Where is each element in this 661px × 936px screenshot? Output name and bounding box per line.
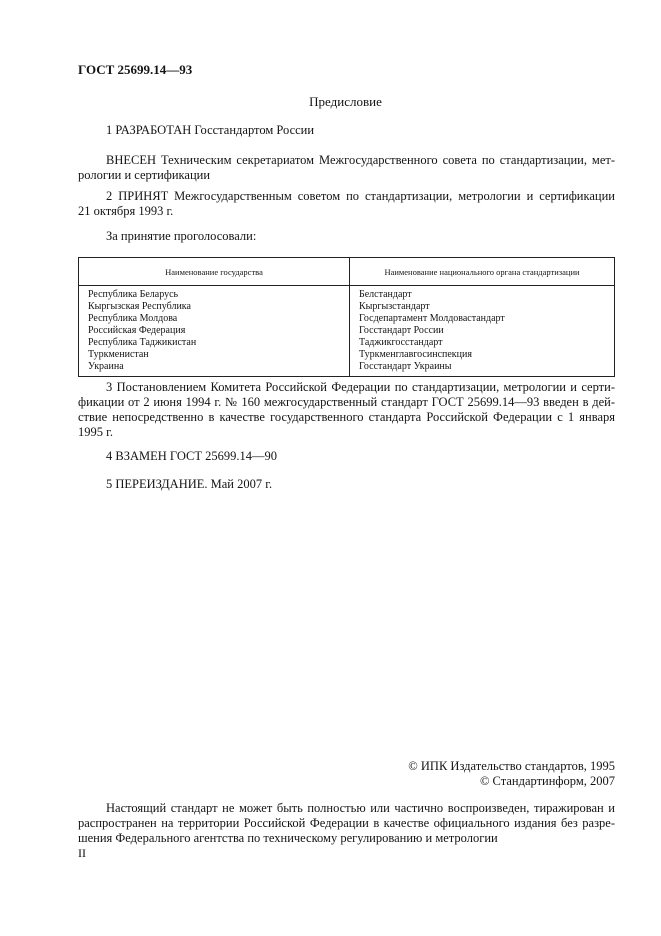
introduced-line-2: рологии и сертификации: [78, 168, 211, 182]
voted-label: За принятие проголосовали:: [106, 229, 257, 243]
copyright-line-1: © ИПК Издательство стандартов, 1995: [408, 759, 615, 773]
page-number: II: [78, 846, 86, 860]
introduced-paragraph: [78, 153, 615, 183]
table-cell-body: Белстандарт: [359, 289, 412, 300]
table-cell-body: Кыргызстандарт: [359, 301, 430, 312]
item-4-replaces: 4 ВЗАМЕН ГОСТ 25699.14—90: [106, 449, 277, 463]
header-standards-body: Наименование национального органа стандартизации: [350, 258, 615, 286]
bodies-column: [350, 286, 615, 377]
item-3-line-3: ствие непосредственно в качестве государственного стандарта Российской Федерации с 1 января: [78, 410, 615, 424]
item-3-line-4: 1995 г.: [78, 425, 113, 439]
table-cell-state: Республика Молдова: [88, 313, 178, 324]
copyright-block: [408, 759, 615, 789]
notice-line-2: распространен на территории Российской Федерации в качестве официального издания без разре-: [78, 816, 615, 830]
table-header-row: [79, 258, 615, 286]
states-column: [79, 286, 350, 377]
table-cell-state: Украина: [88, 361, 124, 372]
introduced-line-1: ВНЕСЕН Техническим секретариатом Межгосударственного совета по стандартизации, мет-: [106, 153, 615, 167]
notice-line-1: Настоящий стандарт не может быть полностью или частично воспроизведен, тиражирован и: [106, 801, 615, 815]
item-3-line-2: фикации от 2 июня 1994 г. № 160 межгосударственный стандарт ГОСТ 25699.14—93 введен в дей-: [78, 395, 615, 409]
table-cell-state: Республика Беларусь: [88, 289, 179, 300]
header-state-name: Наименование государства: [79, 258, 350, 286]
preface-title: Предисловие: [309, 94, 382, 109]
item-5-reissue: 5 ПЕРЕИЗДАНИЕ. Май 2007 г.: [106, 477, 273, 491]
table-cell-body: Туркменглавгосинспекция: [359, 349, 472, 360]
table-cell-state: Туркменистан: [88, 349, 149, 360]
table-cell-body: Госдепартамент Молдовастандарт: [359, 313, 505, 324]
table-cell-state: Республика Таджикистан: [88, 337, 197, 348]
notice-line-3: шения Федерального агентства по техническому регулированию и метрологии: [78, 831, 498, 845]
doc-code: ГОСТ 25699.14—93: [78, 62, 193, 77]
table-cell-state: Российская Федерация: [88, 325, 186, 336]
item-3-line-1: 3 Постановлением Комитета Российской Федерации по стандартизации, метрологии и серти-: [106, 380, 615, 394]
table-body-row: [79, 286, 615, 377]
item-3-decree: [78, 380, 615, 440]
copyright-line-2: © Стандартинформ, 2007: [479, 774, 615, 788]
table-cell-state: Кыргызская Республика: [88, 301, 191, 312]
item-1-developed: 1 РАЗРАБОТАН Госстандартом России: [106, 123, 315, 137]
table-cell-body: Госстандарт Украины: [359, 361, 452, 372]
item-2-line-1: 2 ПРИНЯТ Межгосударственным советом по стандартизации, метрологии и сертификации: [106, 189, 615, 203]
voting-states-table: [78, 257, 615, 377]
table-cell-body: Таджикгосстандарт: [359, 337, 443, 348]
reproduction-notice: [78, 801, 615, 846]
item-2-line-2: 21 октября 1993 г.: [78, 204, 174, 218]
table-cell-body: Госстандарт России: [359, 325, 444, 336]
item-2-adopted: [78, 189, 615, 219]
